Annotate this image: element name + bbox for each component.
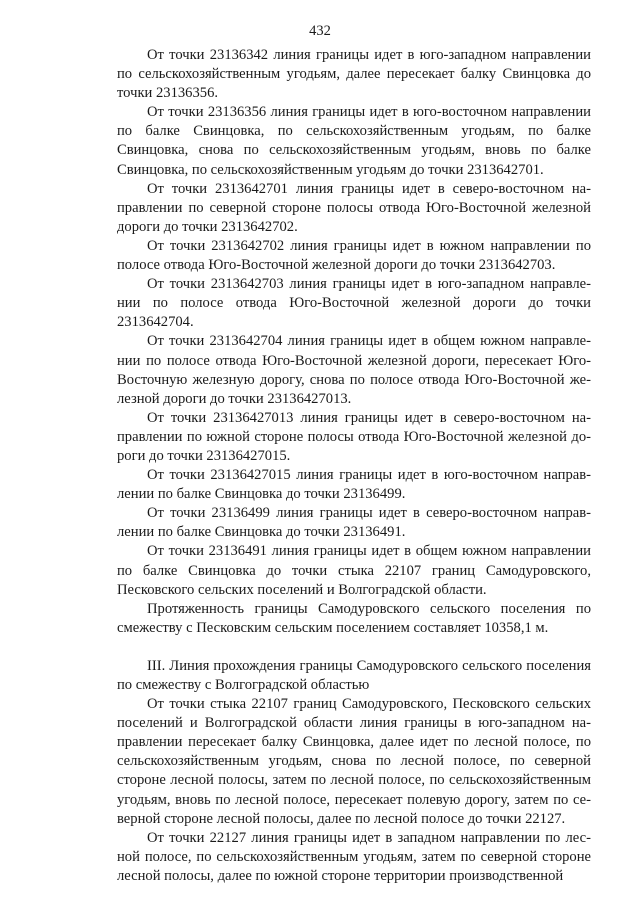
paragraph-4: От точки 2313642702 линия границы идет в южном направлении по полосе отвода Юго-Восточной железной дороги до точки 2313642703. — [117, 237, 591, 274]
document-body — [117, 46, 591, 886]
paragraph-2: От точки 23136356 линия границы идет в юго-восточном направлении по балке Свинцовка, по сельскохозяйственным угодьям, по балке Свинцовка, снова по сельскохозяйственным угодьям, вновь по балке Свинцовка, по сельскохозяйственным угодьям до точки 2313642701. — [117, 104, 591, 178]
section-paragraph-1: От точки стыка 22107 границ Самодуровского, Песковского сельских поселений и Волгоградской области линия границы в юго-западном направлении пересекает балку Свинцовка, далее идет по лесной полосе, по сельскохозяйственным угодьям, снова по лесной полосе, по северной стороне лесной полосы, затем по лесной полосе, по сельскохозяйственным угодьям, вновь по лесной полосе, пересекает полевую дорогу, затем по северной стороне лесной полосы, далее по лесной полосе до точки 22127. — [117, 696, 591, 827]
paragraph-7: От точки 23136427013 линия границы идет в северо-восточном направлении по южной стороне полосы отвода Юго-Восточной железной дороги до точки 23136427015. — [117, 409, 591, 464]
paragraph-5: От точки 2313642703 линия границы идет в юго-западном направлении по полосе отвода Юго-Восточной железной дороги до точки 2313642704. — [117, 276, 591, 331]
paragraph-8: От точки 23136427015 линия границы идет в юго-восточном направлении по балке Свинцовка до точки 23136499. — [117, 467, 591, 503]
paragraph-10: От точки 23136491 линия границы идет в общем южном направлении по балке Свинцовка до точки стыка 22107 границ Самодуровского, Песковского сельских поселений и Волгоградской области. — [117, 543, 591, 598]
section-heading: III. Линия прохождения границы Самодуровского сельского поселения по смежеству с Волгоградской областью — [117, 657, 591, 693]
paragraph-6: От точки 2313642704 линия границы идет в общем южном направлении по полосе отвода Юго-Восточной железной дороги, пересекает Юго-Восточную железную дорогу, снова по полосе отвода Юго-Восточной железной дороги до точки 23136427013. — [117, 333, 591, 407]
page-number: 432 — [309, 23, 331, 39]
paragraph-3: От точки 2313642701 линия границы идет в северо-восточном направлении по северной стороне полосы отвода Юго-Восточной железной дороги до точки 2313642702. — [117, 180, 591, 235]
paragraph-11: Протяженность границы Самодуровского сельского поселения по смежеству с Песковским сельским поселением составляет 10358,1 м. — [117, 600, 591, 636]
paragraph-9: От точки 23136499 линия границы идет в северо-восточном направлении по балке Свинцовка до точки 23136491. — [117, 505, 591, 541]
section-paragraph-2: От точки 22127 линия границы идет в западном направлении по лесной полосе, по сельскохозяйственным угодьям, затем по северной стороне лесной полосы, далее по южной стороне территории производственной — [117, 829, 591, 884]
paragraph-1: От точки 23136342 линия границы идет в юго-западном направлении по сельскохозяйственным угодьям, далее пересекает балку Свинцовка до точки 23136356. — [117, 47, 591, 102]
